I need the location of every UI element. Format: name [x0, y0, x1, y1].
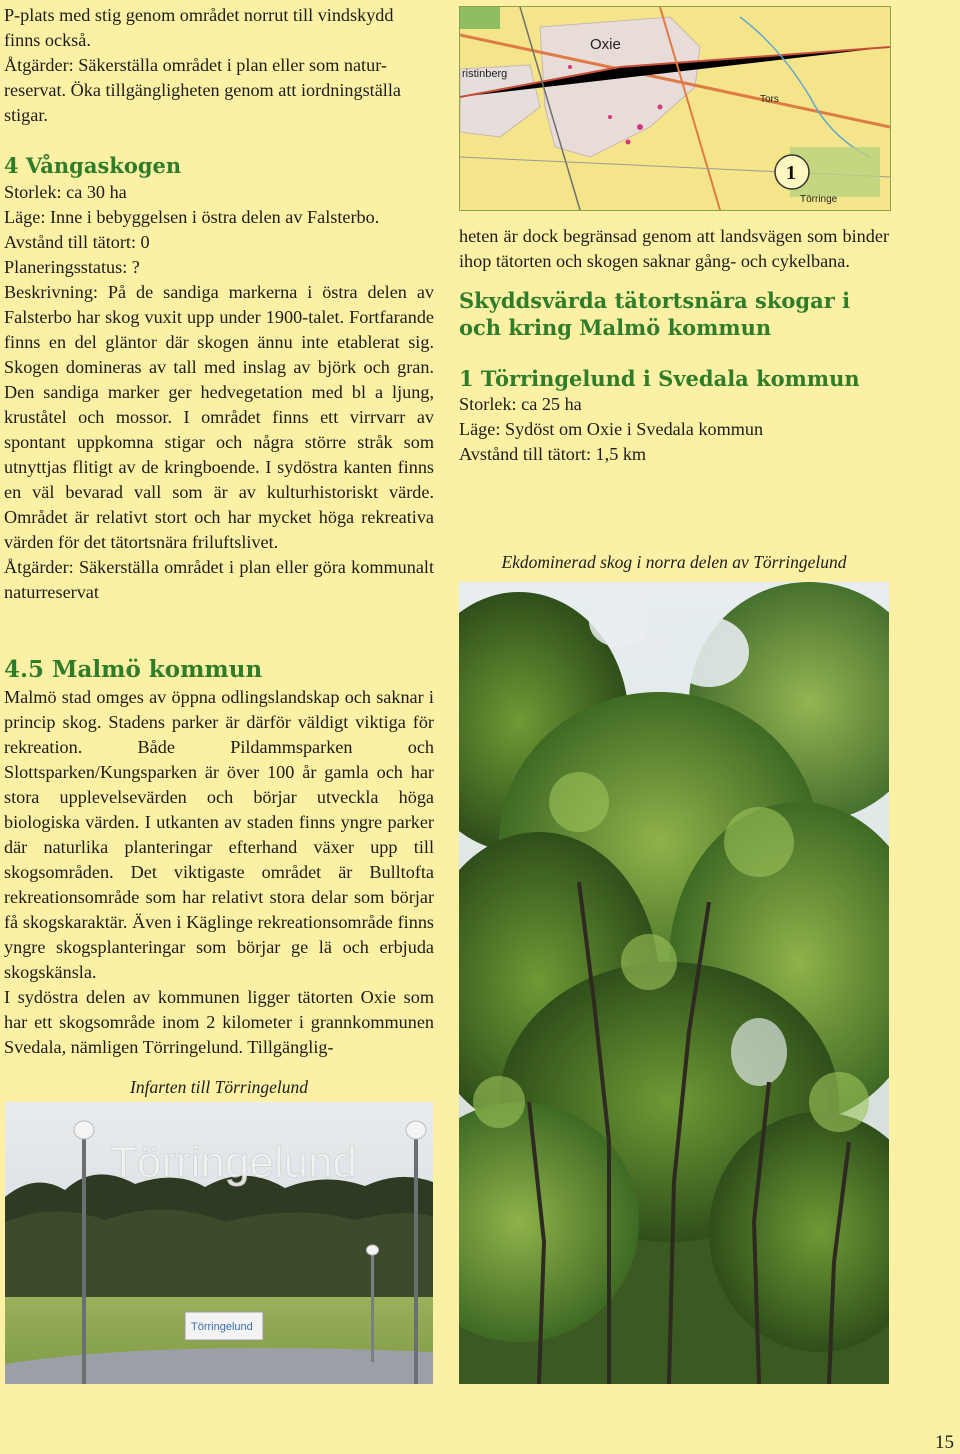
torringelund-location: Läge: Sydöst om Oxie i Svedala kommun	[459, 419, 764, 439]
map-label-oxie: Oxie	[590, 36, 621, 53]
heading-protected-forests: Skyddsvärda tätortsnära skogar i och kring Malmö kommun	[459, 288, 851, 340]
page-number: 15	[935, 1432, 954, 1453]
section-vangaskogen	[4, 152, 434, 605]
entrance-sign-text: Törringelund	[110, 1138, 358, 1187]
right-column-text	[459, 224, 889, 467]
vangaskogen-description: Beskrivning: På de sandiga markerna i östra delen av Falsterbo har skog vuxit upp under 1900-talet. Fortfarande finns en del gläntor där skogen ännu inte etablerat sig. Skogen domineras av tall med inslag av björk och gran. Den sandiga marker ger hedvegetation med bl a ljung, kruståtel och mossor. I området finns ett virrvarr av spontant uppkomna stigar och några större stråk som utnyttjas flitigt av de kringboende. I sydöstra kanten finns en väl bevarad vall som är av kulturhistoriskt värde. Området är relativt stort och har mycket höga rekreativa värden för det tätortsnära friluftslivet.	[4, 282, 434, 552]
malmo-body-1: Malmö stad omges av öppna odlingslandskap och saknar i princip skog. Stadens parker är därför väldigt viktiga för rekreation. Både Pildammsparken och Slottsparken/Kungsparken är över 100 år gamla och har stora upplevelsevärden och börjar utveckla höga biologiska värden. I utkanten av staden finns yngre parker där naturlika planteringar efterhand växer upp till skogsområden. Det viktigaste området är Bulltofta rekreationsområde som har relativt stora delar som börjar få skogskaraktär. Även i Käglinge rekreationsområde finns yngre skogsplanteringar som börjar ge lä och erbjuda skogskänsla.	[4, 687, 434, 982]
intro-paragraph-2: Åtgärder: Säkerställa området i plan eller som natur-reservat. Öka tillgängligheten genom att iordningställa stigar.	[4, 55, 401, 125]
map-label-tors: Tors	[760, 94, 779, 105]
vangaskogen-distance: Avstånd till tätort: 0	[4, 232, 150, 252]
photo-caption-ekskog: Ekdominerad skog i norra delen av Törringelund	[501, 552, 847, 572]
left-column-top	[4, 3, 434, 128]
torringelund-size: Storlek: ca 25 ha	[459, 394, 582, 414]
map-label-west: ristinberg	[462, 68, 508, 80]
small-sign-text: Törringelund	[191, 1321, 253, 1333]
heading-torringelund: 1 Törringelund i Svedala kommun	[459, 366, 860, 391]
section-malmo	[4, 655, 434, 1060]
map-marker-1: 1	[786, 162, 796, 184]
forest-illustration	[459, 582, 889, 1384]
vangaskogen-planning: Planeringsstatus: ?	[4, 257, 140, 277]
vangaskogen-size: Storlek: ca 30 ha	[4, 182, 127, 202]
map-label-torringe: Törringe	[800, 194, 838, 205]
photo-torringelund-entrance	[5, 1102, 433, 1384]
section-heading-vangaskogen: 4 Vångaskogen	[4, 153, 182, 178]
intro-paragraph-1: P-plats med stig genom området norrut till vindskydd finns också.	[4, 5, 394, 50]
map-oxie-torringe	[459, 6, 891, 211]
vangaskogen-location: Läge: Inne i bebyggelsen i östra delen av Falsterbo.	[4, 207, 380, 227]
vangaskogen-measures: Åtgärder: Säkerställa området i plan eller göra kommunalt naturreservat	[4, 557, 434, 602]
entrance-illustration	[5, 1102, 433, 1384]
section-heading-malmo: 4.5 Malmö kommun	[4, 656, 263, 683]
torringelund-distance: Avstånd till tätort: 1,5 km	[459, 444, 647, 464]
malmo-continuation: heten är dock begränsad genom att landsvägen som binder ihop tätorten och skogen saknar gång- och cykelbana.	[459, 226, 889, 271]
malmo-body-2: I sydöstra delen av kommunen ligger tätorten Oxie som har ett skogsområde inom 2 kilometer i grannkommunen Svedala, nämligen Törringelund. Tillgänglig-	[4, 987, 434, 1057]
map-illustration	[460, 7, 890, 210]
photo-caption-infart: Infarten till Törringelund	[130, 1077, 308, 1097]
photo-oak-forest	[459, 582, 889, 1384]
